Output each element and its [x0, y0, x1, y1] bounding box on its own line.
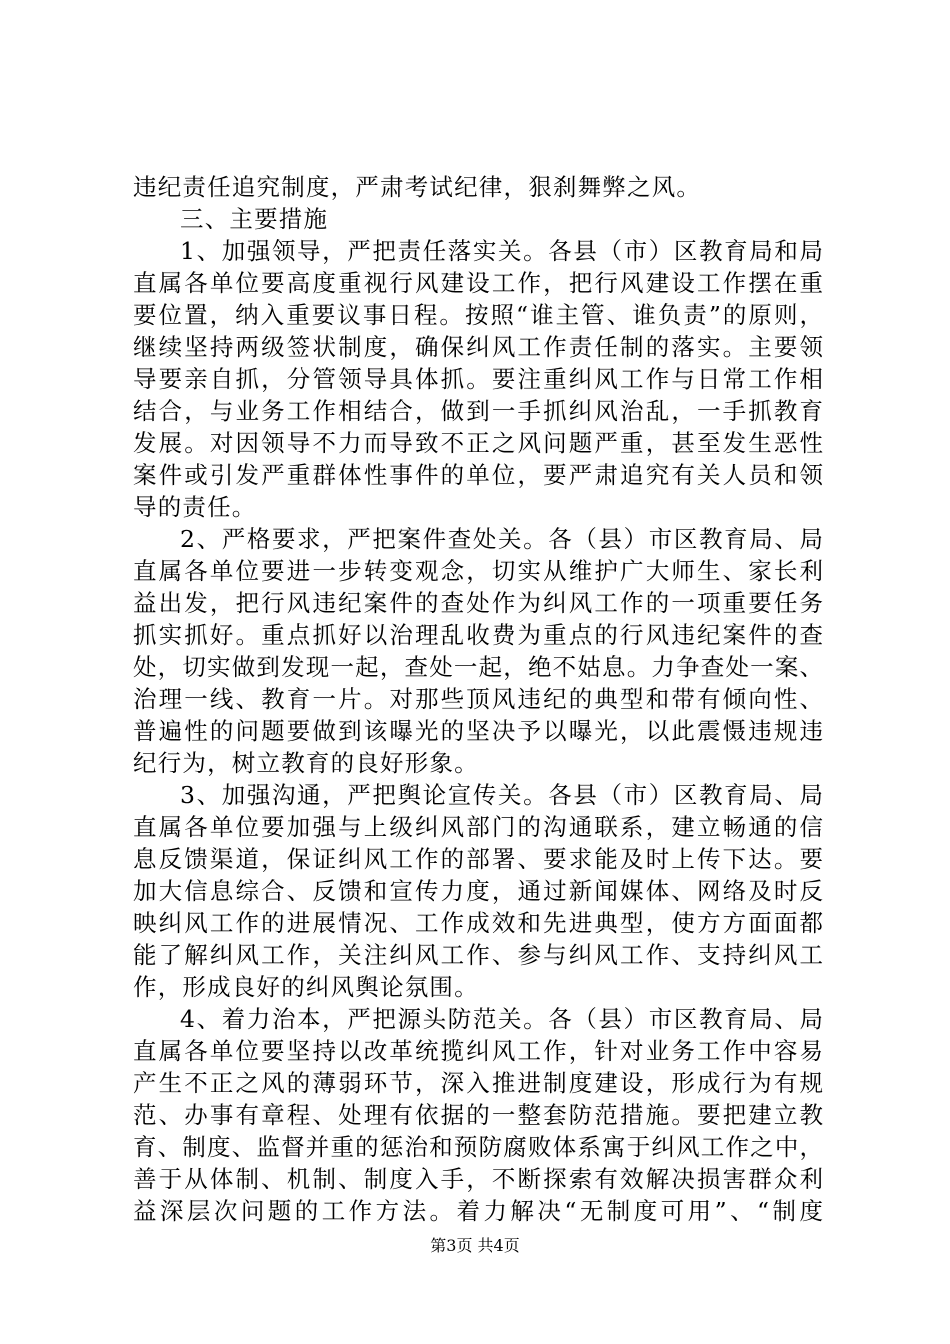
text-line [133, 267, 823, 299]
text-line-content: 违纪责任追究制度，严肃考试纪律，狠刹舞弊之风。 [133, 173, 702, 201]
text-line [133, 203, 823, 235]
text-line [133, 811, 823, 843]
text-line [133, 651, 823, 683]
document-body [133, 171, 823, 1227]
text-line-content: 要位置，纳入重要议事日程。按照“谁主管、谁负责”的原则， [133, 301, 823, 329]
text-line-content: 能了解纠风工作，关注纠风工作、参与纠风工作、支持纠风工 [133, 941, 823, 969]
text-line [133, 1195, 823, 1227]
text-line-content: 产生不正之风的薄弱环节，深入推进制度建设，形成行为有规 [133, 1069, 823, 1097]
text-line [133, 971, 823, 1003]
text-line-content: 继续坚持两级签状制度，确保纠风工作责任制的落实。主要领 [133, 333, 823, 361]
text-line-content: 导的责任。 [133, 493, 257, 521]
text-line [133, 363, 823, 395]
text-line [133, 299, 823, 331]
text-line-content: 1、加强领导，严把责任落实关。各县（市）区教育局和局 [180, 237, 823, 265]
text-line [133, 1131, 823, 1163]
text-line [133, 491, 823, 523]
text-line [133, 235, 823, 267]
text-line-content: 直属各单位要坚持以改革统揽纠风工作，针对业务工作中容易 [133, 1037, 823, 1065]
text-line-content: 益深层次问题的工作方法。着力解决“无制度可用”、“制度 [133, 1197, 823, 1225]
text-line [133, 1163, 823, 1195]
text-line [133, 843, 823, 875]
text-line-content: 加大信息综合、反馈和宣传力度，通过新闻媒体、网络及时反 [133, 877, 823, 905]
text-line [133, 747, 823, 779]
text-line-content: 案件或引发严重群体性事件的单位，要严肃追究有关人员和领 [133, 461, 823, 489]
text-line-content: 抓实抓好。重点抓好以治理乱收费为重点的行风违纪案件的查 [133, 621, 823, 649]
text-line-content: 直属各单位要加强与上级纠风部门的沟通联系，建立畅通的信 [133, 813, 823, 841]
text-line-content: 纪行为，树立教育的良好形象。 [133, 749, 479, 777]
text-line-content: 结合，与业务工作相结合，做到一手抓纠风治乱，一手抓教育 [133, 397, 823, 425]
text-line-content: 范、办事有章程、处理有依据的一整套防范措施。要把建立教 [133, 1101, 823, 1129]
text-line [133, 1035, 823, 1067]
text-line-content: 育、制度、监督并重的惩治和预防腐败体系寓于纠风工作之中， [133, 1133, 823, 1161]
text-line [133, 523, 823, 555]
text-line [133, 619, 823, 651]
text-line [133, 907, 823, 939]
text-line-content: 4、着力治本，严把源头防范关。各（县）市区教育局、局 [180, 1005, 823, 1033]
text-line [133, 683, 823, 715]
text-line [133, 715, 823, 747]
text-line [133, 1099, 823, 1131]
text-line-content: 三、主要措施 [180, 205, 329, 233]
text-line-content: 直属各单位要高度重视行风建设工作，把行风建设工作摆在重 [133, 269, 823, 297]
text-line-content: 处，切实做到发现一起，查处一起，绝不姑息。力争查处一案、 [133, 653, 823, 681]
text-line [133, 395, 823, 427]
text-line [133, 427, 823, 459]
text-line-content: 直属各单位要进一步转变观念，切实从维护广大师生、家长利 [133, 557, 823, 585]
text-line [133, 1003, 823, 1035]
text-line-content: 治理一线、教育一片。对那些顶风违纪的典型和带有倾向性、 [133, 685, 823, 713]
text-line [133, 875, 823, 907]
text-line [133, 1067, 823, 1099]
text-line [133, 587, 823, 619]
text-line-content: 3、加强沟通，严把舆论宣传关。各县（市）区教育局、局 [180, 781, 823, 809]
text-line-content: 导要亲自抓，分管领导具体抓。要注重纠风工作与日常工作相 [133, 365, 823, 393]
text-line-content: 作，形成良好的纠风舆论氛围。 [133, 973, 479, 1001]
text-line-content: 息反馈渠道，保证纠风工作的部署、要求能及时上传下达。要 [133, 845, 823, 873]
text-line-content: 普遍性的问题要做到该曝光的坚决予以曝光，以此震慑违规违 [133, 717, 823, 745]
page-footer: 第3页 共4页 [430, 1236, 520, 1255]
text-line [133, 555, 823, 587]
text-line-content: 善于从体制、机制、制度入手，不断探索有效解决损害群众利 [133, 1165, 823, 1193]
text-line-content: 发展。对因领导不力而导致不正之风问题严重，甚至发生恶性 [133, 429, 823, 457]
text-line-content: 益出发，把行风违纪案件的查处作为纠风工作的一项重要任务 [133, 589, 823, 617]
text-line [133, 779, 823, 811]
text-line-content: 映纠风工作的进展情况、工作成效和先进典型，使方方面面都 [133, 909, 823, 937]
text-line [133, 171, 823, 203]
text-line [133, 939, 823, 971]
text-line [133, 331, 823, 363]
text-line-content: 2、严格要求，严把案件查处关。各（县）市区教育局、局 [180, 525, 823, 553]
text-line [133, 459, 823, 491]
